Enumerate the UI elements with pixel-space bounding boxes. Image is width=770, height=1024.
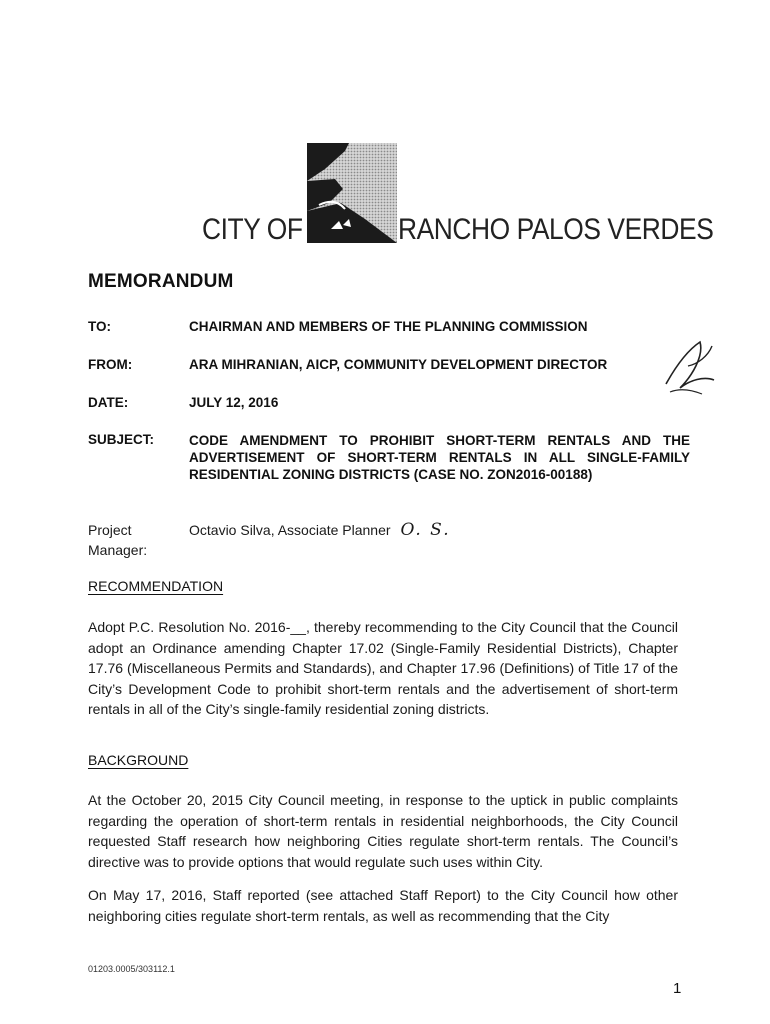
date-value: JULY 12, 2016 xyxy=(189,395,279,410)
memo-title: MEMORANDUM xyxy=(88,271,234,292)
project-manager-value xyxy=(189,520,451,540)
from-label: FROM: xyxy=(88,357,133,372)
city-logo xyxy=(305,141,397,245)
letterhead-rancho-palos-verdes: RANCHO PALOS VERDES xyxy=(398,213,714,246)
background-paragraph-1: At the October 20, 2015 City Council meeting, in response to the uptick in public complaints regarding the operation of short-term rentals in residential neighborhoods, the City Council requested Staff research how neighboring Cities regulate short-term rentals. The Council’s directive was to provide options that would regulate such uses within City. xyxy=(88,792,678,870)
recommendation-text: Adopt P.C. Resolution No. 2016-__, thereby recommending to the City Council that the Council adopt an Ordinance amending Chapter 17.02 (Single-Family Residential Districts), Chapter 17.76 (Miscellaneous Permits and Standards), and Chapter 17.96 (Definitions) of Title 17 of the City’s Development Code to prohibit short-term rentals and the advertisement of short-term rentals in all of the City’s single-family residential zoning districts. xyxy=(88,619,678,717)
background-heading: BACKGROUND xyxy=(88,752,189,768)
subject-label: SUBJECT: xyxy=(88,432,155,447)
from-value: ARA MIHRANIAN, AICP, COMMUNITY DEVELOPMENT DIRECTOR xyxy=(189,357,608,372)
project-manager-initials: O. S. xyxy=(400,520,451,540)
page-number: 1 xyxy=(673,980,682,997)
document-reference: 01203.0005/303112.1 xyxy=(88,964,175,974)
director-signature xyxy=(658,336,722,400)
recommendation-heading: RECOMMENDATION xyxy=(88,578,224,594)
to-value: CHAIRMAN AND MEMBERS OF THE PLANNING COMMISSION xyxy=(189,319,588,334)
letterhead-city-of: CITY OF xyxy=(202,213,303,246)
project-manager-name: Octavio Silva, Associate Planner xyxy=(189,522,391,538)
subject-value: CODE AMENDMENT TO PROHIBIT SHORT-TERM RENTALS AND THE ADVERTISEMENT OF SHORT-TERM RENTALS IN ALL SINGLE-FAMILY RESIDENTIAL ZONING DISTRICTS (CASE NO. ZON2016-00188) xyxy=(189,433,690,482)
background-paragraph-2: On May 17, 2016, Staff reported (see attached Staff Report) to the City Council how other neighboring cities regulate short-term rentals, as well as recommending that the City xyxy=(88,887,678,924)
date-label: DATE: xyxy=(88,395,129,410)
project-manager-label: Project Manager: xyxy=(88,522,148,558)
to-label: TO: xyxy=(88,319,111,334)
